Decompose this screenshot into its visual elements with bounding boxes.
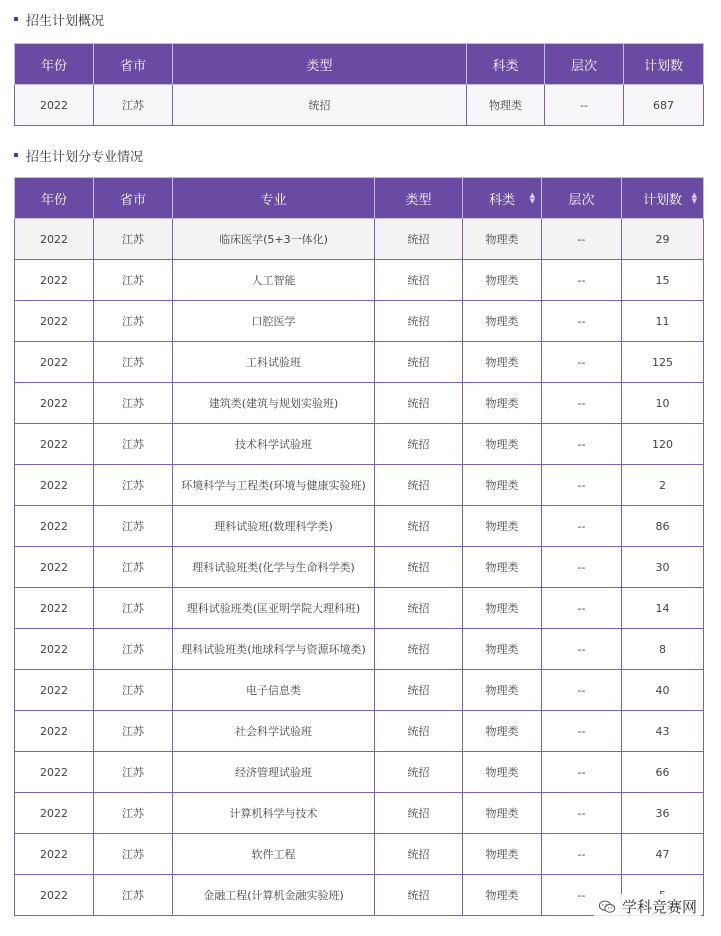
cell-type: 统招 [375, 629, 463, 670]
cell-level: -- [542, 547, 622, 588]
cell-province: 江苏 [94, 506, 173, 547]
table-row [15, 301, 704, 342]
cell-plan-count: 120 [622, 424, 704, 465]
bullet-icon [14, 17, 18, 21]
cell-type: 统招 [375, 219, 463, 260]
cell-major: 理科试验班类(匡亚明学院大理科班) [173, 588, 375, 629]
cell-type: 统招 [375, 875, 463, 916]
cell-category: 物理类 [463, 588, 542, 629]
table-row [15, 383, 704, 424]
table-row [15, 629, 704, 670]
cell-type: 统招 [375, 260, 463, 301]
cell-category: 物理类 [467, 85, 545, 126]
cell-year: 2022 [15, 260, 94, 301]
cell-province: 江苏 [94, 752, 173, 793]
cell-province: 江苏 [94, 465, 173, 506]
majors-header-row [15, 178, 704, 219]
header-province: 省市 [94, 178, 173, 219]
cell-category: 物理类 [463, 711, 542, 752]
cell-type: 统招 [173, 85, 467, 126]
cell-major: 社会科学试验班 [173, 711, 375, 752]
cell-province: 江苏 [94, 588, 173, 629]
cell-province: 江苏 [94, 219, 173, 260]
cell-province: 江苏 [94, 793, 173, 834]
table-row [15, 711, 704, 752]
cell-year: 2022 [15, 301, 94, 342]
cell-major: 金融工程(计算机金融实验班) [173, 875, 375, 916]
overview-section-title [14, 9, 104, 29]
majors-section-title [14, 145, 143, 165]
cell-type: 统招 [375, 711, 463, 752]
cell-major: 理科试验班(数理科学类) [173, 506, 375, 547]
cell-province: 江苏 [94, 670, 173, 711]
cell-category: 物理类 [463, 875, 542, 916]
cell-plan-count: 36 [622, 793, 704, 834]
header-category-label: 科类 [488, 192, 515, 208]
overview-table [14, 43, 704, 126]
cell-type: 统招 [375, 301, 463, 342]
cell-major: 临床医学(5+3一体化) [173, 219, 375, 260]
cell-category: 物理类 [463, 506, 542, 547]
cell-type: 统招 [375, 506, 463, 547]
majors-table-body [15, 219, 704, 916]
cell-level: -- [542, 342, 622, 383]
table-row [15, 424, 704, 465]
cell-category: 物理类 [463, 629, 542, 670]
table-row [15, 752, 704, 793]
cell-level: -- [542, 506, 622, 547]
cell-level: -- [542, 260, 622, 301]
cell-category: 物理类 [463, 793, 542, 834]
cell-major: 计算机科学与技术 [173, 793, 375, 834]
cell-province: 江苏 [94, 342, 173, 383]
cell-level: -- [542, 629, 622, 670]
cell-year: 2022 [15, 875, 94, 916]
header-plan-count: 计划数 [624, 44, 704, 85]
cell-major: 电子信息类 [173, 670, 375, 711]
cell-major: 理科试验班类(地球科学与资源环境类) [173, 629, 375, 670]
cell-plan-count: 43 [622, 711, 704, 752]
cell-plan-count: 14 [622, 588, 704, 629]
cell-year: 2022 [15, 506, 94, 547]
cell-category: 物理类 [463, 219, 542, 260]
header-plan-count-sortable[interactable] [622, 178, 704, 219]
cell-level: -- [542, 711, 622, 752]
cell-type: 统招 [375, 547, 463, 588]
cell-level: -- [542, 670, 622, 711]
cell-year: 2022 [15, 670, 94, 711]
cell-major: 环境科学与工程类(环境与健康实验班) [173, 465, 375, 506]
cell-category: 物理类 [463, 301, 542, 342]
cell-plan-count: 687 [624, 85, 704, 126]
cell-province: 江苏 [94, 85, 173, 126]
cell-level: -- [542, 219, 622, 260]
header-major: 专业 [173, 178, 375, 219]
cell-level: -- [542, 875, 622, 916]
cell-province: 江苏 [94, 383, 173, 424]
header-plan-count-label: 计划数 [642, 192, 682, 208]
cell-plan-count: 125 [622, 342, 704, 383]
cell-province: 江苏 [94, 260, 173, 301]
header-category-sortable[interactable] [463, 178, 542, 219]
cell-province: 江苏 [94, 711, 173, 752]
cell-major: 理科试验班类(化学与生命科学类) [173, 547, 375, 588]
header-year: 年份 [15, 44, 94, 85]
cell-category: 物理类 [463, 342, 542, 383]
header-category: 科类 [467, 44, 545, 85]
table-row [15, 793, 704, 834]
cell-year: 2022 [15, 424, 94, 465]
cell-year: 2022 [15, 793, 94, 834]
cell-major: 口腔医学 [173, 301, 375, 342]
cell-plan-count: 15 [622, 260, 704, 301]
table-row [15, 506, 704, 547]
header-province: 省市 [94, 44, 173, 85]
cell-type: 统招 [375, 342, 463, 383]
cell-type: 统招 [375, 834, 463, 875]
table-row [15, 588, 704, 629]
cell-year: 2022 [15, 752, 94, 793]
sort-icon[interactable]: ▲ ▼ [529, 191, 535, 205]
table-row [15, 547, 704, 588]
cell-year: 2022 [15, 85, 94, 126]
table-row [15, 834, 704, 875]
cell-province: 江苏 [94, 629, 173, 670]
cell-type: 统招 [375, 588, 463, 629]
cell-level: -- [542, 465, 622, 506]
cell-level: -- [542, 834, 622, 875]
cell-level: -- [542, 793, 622, 834]
table-row [15, 670, 704, 711]
cell-year: 2022 [15, 629, 94, 670]
table-row [15, 260, 704, 301]
cell-plan-count: 11 [622, 301, 704, 342]
wechat-icon [598, 900, 616, 914]
cell-year: 2022 [15, 711, 94, 752]
cell-level: -- [542, 588, 622, 629]
table-row [15, 342, 704, 383]
overview-title-text: 招生计划概况 [26, 13, 105, 29]
header-year: 年份 [15, 178, 94, 219]
header-type: 类型 [173, 44, 467, 85]
cell-year: 2022 [15, 342, 94, 383]
cell-province: 江苏 [94, 547, 173, 588]
cell-plan-count: 40 [622, 670, 704, 711]
cell-year: 2022 [15, 465, 94, 506]
cell-plan-count: 66 [622, 752, 704, 793]
cell-level: -- [542, 752, 622, 793]
cell-plan-count: 47 [622, 834, 704, 875]
cell-category: 物理类 [463, 260, 542, 301]
cell-category: 物理类 [463, 424, 542, 465]
majors-title-text: 招生计划分专业情况 [26, 149, 144, 165]
cell-type: 统招 [375, 752, 463, 793]
cell-major: 软件工程 [173, 834, 375, 875]
cell-category: 物理类 [463, 465, 542, 506]
cell-category: 物理类 [463, 547, 542, 588]
cell-province: 江苏 [94, 875, 173, 916]
cell-plan-count: 2 [622, 465, 704, 506]
header-level: 层次 [542, 178, 622, 219]
cell-year: 2022 [15, 834, 94, 875]
watermark [594, 894, 701, 919]
cell-province: 江苏 [94, 834, 173, 875]
cell-year: 2022 [15, 383, 94, 424]
cell-plan-count: 8 [622, 629, 704, 670]
cell-year: 2022 [15, 588, 94, 629]
cell-plan-count: 30 [622, 547, 704, 588]
header-level: 层次 [545, 44, 624, 85]
overview-header-row [15, 44, 704, 85]
cell-type: 统招 [375, 793, 463, 834]
watermark-text: 学科竞赛网 [621, 898, 697, 916]
cell-major: 建筑类(建筑与规划实验班) [173, 383, 375, 424]
cell-category: 物理类 [463, 834, 542, 875]
cell-major: 人工智能 [173, 260, 375, 301]
cell-major: 技术科学试验班 [173, 424, 375, 465]
cell-category: 物理类 [463, 670, 542, 711]
bullet-icon [14, 153, 18, 157]
sort-icon[interactable]: ▲ ▼ [691, 191, 697, 205]
cell-type: 统招 [375, 383, 463, 424]
table-row [15, 85, 704, 126]
cell-plan-count: 10 [622, 383, 704, 424]
cell-plan-count: 29 [622, 219, 704, 260]
cell-category: 物理类 [463, 383, 542, 424]
header-type: 类型 [375, 178, 463, 219]
cell-type: 统招 [375, 465, 463, 506]
cell-province: 江苏 [94, 424, 173, 465]
cell-type: 统招 [375, 670, 463, 711]
cell-year: 2022 [15, 547, 94, 588]
cell-level: -- [542, 383, 622, 424]
cell-plan-count: 86 [622, 506, 704, 547]
cell-year: 2022 [15, 219, 94, 260]
majors-table [14, 177, 704, 916]
cell-province: 江苏 [94, 301, 173, 342]
cell-category: 物理类 [463, 752, 542, 793]
table-row [15, 465, 704, 506]
cell-level: -- [545, 85, 624, 126]
cell-level: -- [542, 301, 622, 342]
cell-level: -- [542, 424, 622, 465]
cell-major: 经济管理试验班 [173, 752, 375, 793]
cell-type: 统招 [375, 424, 463, 465]
cell-major: 工科试验班 [173, 342, 375, 383]
table-row [15, 219, 704, 260]
